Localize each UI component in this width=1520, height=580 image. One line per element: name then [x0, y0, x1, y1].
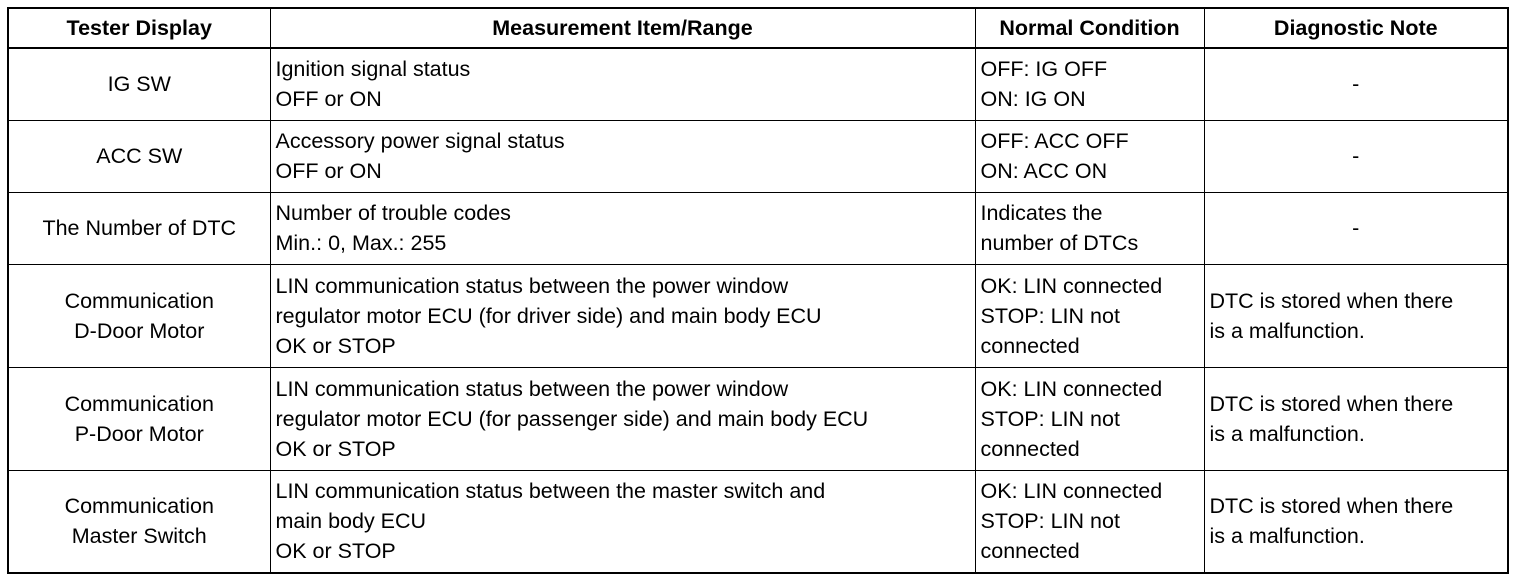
cell-line: ON: ACC ON	[980, 159, 1108, 183]
cell-line: OK: LIN connected	[980, 479, 1163, 504]
cell-measurement	[270, 192, 975, 264]
cell-tester-display	[8, 470, 270, 573]
cell-line: OFF or ON	[275, 87, 382, 112]
cell-tester-display	[8, 48, 270, 120]
cell-line: LIN communication status between the power window	[275, 376, 789, 401]
cell-line: DTC is stored when there	[1209, 391, 1454, 416]
cell-normal-condition	[975, 264, 1204, 367]
cell-line: ACC SW	[96, 144, 183, 168]
cell-line: is a malfunction.	[1209, 318, 1365, 343]
cell-line: Accessory power signal status	[275, 129, 565, 153]
cell-measurement	[270, 48, 975, 120]
cell-line: STOP: LIN not	[980, 303, 1120, 328]
cell-diagnostic-note	[1204, 367, 1508, 470]
cell-line: STOP: LIN not	[980, 406, 1120, 431]
cell-tester-display	[8, 120, 270, 192]
cell-line: DTC is stored when there	[1209, 494, 1454, 519]
header-diagnostic-note: Diagnostic Note	[1204, 8, 1508, 48]
cell-line: Communication	[64, 391, 214, 416]
table-row	[8, 120, 1508, 192]
cell-line: OK or STOP	[275, 333, 396, 358]
table-row	[8, 192, 1508, 264]
cell-line: Min.: 0, Max.: 255	[275, 231, 447, 255]
cell-line: LIN communication status between the power window	[275, 273, 789, 298]
cell-tester-display	[8, 264, 270, 367]
table-header-row	[8, 8, 1508, 48]
cell-line: ON: IG ON	[980, 87, 1086, 112]
cell-diagnostic-note	[1204, 264, 1508, 367]
cell-line: OK: LIN connected	[980, 376, 1163, 401]
cell-line: STOP: LIN not	[980, 509, 1120, 534]
cell-line: connected	[980, 539, 1080, 564]
cell-tester-display	[8, 367, 270, 470]
data-list-table	[7, 7, 1509, 574]
cell-line: connected	[980, 333, 1080, 358]
cell-line: Master Switch	[71, 524, 207, 549]
cell-normal-condition	[975, 367, 1204, 470]
cell-line: Ignition signal status	[275, 57, 471, 82]
cell-diagnostic-note	[1204, 120, 1508, 192]
cell-tester-display	[8, 192, 270, 264]
cell-measurement	[270, 120, 975, 192]
cell-line: LIN communication status between the master switch and	[275, 479, 826, 504]
cell-line: OFF or ON	[275, 159, 382, 183]
cell-line: regulator motor ECU (for passenger side) and main body ECU	[275, 406, 869, 431]
table-row	[8, 470, 1508, 573]
cell-line: regulator motor ECU (for driver side) and main body ECU	[275, 303, 822, 328]
cell-measurement	[270, 367, 975, 470]
table-row	[8, 264, 1508, 367]
table-row	[8, 367, 1508, 470]
cell-line: OK or STOP	[275, 539, 396, 564]
cell-line: OFF: IG OFF	[980, 57, 1108, 82]
header-normal-condition: Normal Condition	[975, 8, 1204, 48]
cell-line: OK or STOP	[275, 436, 396, 461]
cell-line: connected	[980, 436, 1080, 461]
cell-line: Number of trouble codes	[275, 201, 511, 225]
cell-line: Indicates the	[980, 201, 1103, 225]
cell-measurement	[270, 470, 975, 573]
cell-line: is a malfunction.	[1209, 524, 1365, 549]
cell-normal-condition	[975, 470, 1204, 573]
cell-measurement	[270, 264, 975, 367]
cell-line: -	[1352, 72, 1360, 97]
cell-line: Communication	[64, 494, 214, 519]
cell-normal-condition	[975, 120, 1204, 192]
header-measurement-item: Measurement Item/Range	[270, 8, 975, 48]
cell-line: main body ECU	[275, 509, 427, 534]
header-tester-display: Tester Display	[8, 8, 270, 48]
cell-normal-condition	[975, 48, 1204, 120]
cell-line: is a malfunction.	[1209, 421, 1365, 446]
cell-diagnostic-note	[1204, 48, 1508, 120]
cell-line: Communication	[64, 288, 214, 313]
cell-line: -	[1352, 216, 1360, 240]
cell-line: IG SW	[107, 72, 171, 97]
cell-line: OK: LIN connected	[980, 273, 1163, 298]
cell-line: The Number of DTC	[42, 216, 237, 240]
cell-normal-condition	[975, 192, 1204, 264]
cell-line: P-Door Motor	[74, 421, 204, 446]
cell-diagnostic-note	[1204, 470, 1508, 573]
cell-line: DTC is stored when there	[1209, 288, 1454, 313]
cell-line: number of DTCs	[980, 231, 1139, 255]
cell-line: -	[1352, 144, 1360, 168]
table-row	[8, 48, 1508, 120]
cell-line: D-Door Motor	[74, 318, 205, 343]
cell-diagnostic-note	[1204, 192, 1508, 264]
cell-line: OFF: ACC OFF	[980, 129, 1129, 153]
